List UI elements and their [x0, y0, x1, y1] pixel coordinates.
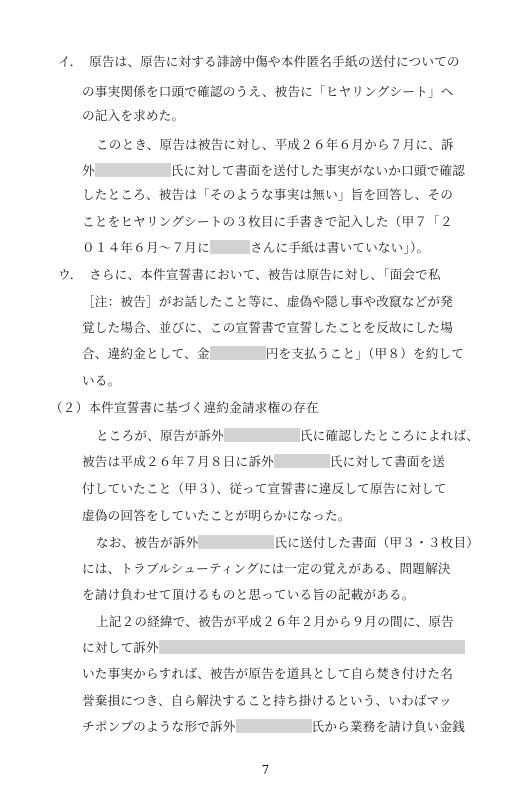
text-line: 上記２の経緯で、被告が平成２６年２月から９月の間に、原告 — [96, 614, 454, 629]
text-line — [82, 163, 465, 179]
redaction-box — [210, 240, 250, 254]
text-segment: 氏から業務を請け負い金銭 — [311, 719, 466, 734]
text-line: を請け負わせて頂けるものと思っている旨の記載がある。 — [82, 587, 415, 602]
text-segment: 外 — [82, 163, 95, 178]
text-line: いた事実からすれば、被告が原告を道具として自ら焚き付けた名 — [82, 666, 454, 681]
text-segment: チポンプのような形で訴外 — [82, 719, 236, 734]
text-segment: ところが、原告が訴外 — [96, 428, 224, 443]
redaction-box — [236, 719, 312, 733]
text-line: 覚した場合、並びに、この宣誓書で宣誓したことを反故にした場 — [82, 320, 454, 335]
text-segment: 氏に確認したところによれば、 — [299, 428, 480, 443]
redaction-box — [210, 346, 266, 360]
text-line: ［注：被告］がお話したこと等に、虚偽や隠し事や改竄などが発 — [82, 294, 454, 309]
text-line: には、トラブルシューティングには一定の覚えがある、問題解決 — [82, 561, 451, 576]
text-line: の記入を求めた。 — [82, 108, 185, 123]
text-segment: に対して訴外 — [82, 640, 159, 655]
section-heading: （２）本件宣誓書に基づく違約金請求権の存在 — [50, 400, 319, 415]
text-segment: なお、被告が訴外 — [96, 535, 199, 550]
text-segment: さんに手紙は書いていない」）。 — [249, 240, 430, 255]
text-line: の事実関係を口頭で確認のうえ、被告に「ヒヤリングシート」へ — [82, 84, 454, 99]
text-line: このとき、原告は被告に対し、平成２６年６月から７月に、訴 — [96, 137, 454, 152]
redaction-box — [159, 640, 465, 654]
text-line — [96, 535, 479, 551]
text-line: イ． 原告は、原告に対する誹謗中傷や本件匿名手紙の送付についての — [58, 54, 460, 69]
text-line: 誉棄損につき、自ら解決すること持ち掛けるという、いわばマッ — [82, 693, 452, 708]
text-segment: 氏に送付した書面（甲３・３枚目） — [274, 535, 480, 550]
redaction-box — [95, 163, 171, 177]
text-line: したところ、被告は「そのような事実は無い」旨を回答し、その — [82, 187, 454, 202]
text-segment: 円を支払うこと」（甲８）を約して — [265, 346, 465, 361]
text-line — [82, 346, 464, 362]
text-line — [82, 640, 465, 656]
text-segment: ０１４年６月～７月に — [82, 240, 210, 255]
text-line: 虚偽の回答をしていたことが明らかになった。 — [82, 508, 351, 523]
redaction-box — [274, 454, 330, 468]
text-line — [82, 719, 465, 735]
redaction-box — [198, 535, 274, 549]
text-line: 付していたこと（甲３）、従って宣誓書に違反して原告に対して — [82, 481, 447, 496]
text-segment: 氏に対して書面を送 — [329, 454, 446, 469]
text-segment: 合、違約金として、金 — [82, 346, 210, 361]
redaction-box — [224, 428, 300, 442]
text-line: ことをヒヤリングシートの３枚目に手書きで記入した（甲７「２ — [82, 214, 453, 229]
text-segment: 被告は平成２６年７月８日に訴外 — [82, 454, 274, 469]
text-line: いる。 — [82, 373, 121, 388]
text-line — [96, 428, 479, 444]
text-line — [82, 240, 429, 256]
page-number: 7 — [261, 763, 270, 777]
text-line — [82, 454, 445, 470]
text-segment: 氏に対して書面を送付した事実がないか口頭で確認 — [170, 163, 466, 178]
text-line: ウ． さらに、本件宣誓書において、被告は原告に対し、「面会で私 — [58, 267, 441, 282]
